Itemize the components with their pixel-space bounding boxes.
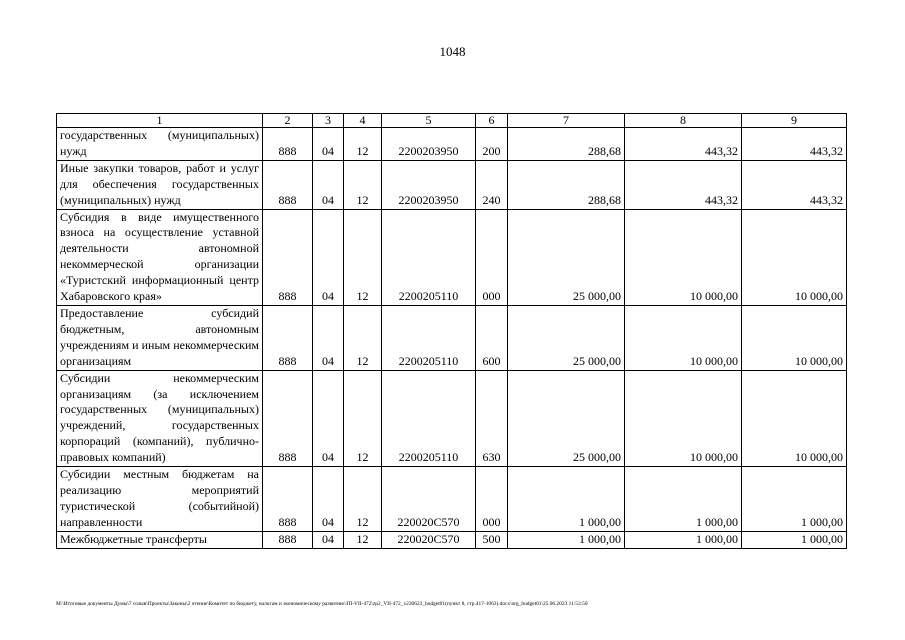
row-name: Субсидия в виде имущественного взноса на осуществление уставной деятельности автономной некоммерческой организации «Туристский информационный центр Хабаровского края» xyxy=(57,209,263,305)
cell-target-article: 220020С570 xyxy=(382,531,476,548)
cell-amount: 443,32 xyxy=(742,160,847,209)
cell-amount: 25 000,00 xyxy=(508,209,625,305)
table-row xyxy=(57,128,847,161)
cell-subsection: 12 xyxy=(344,370,382,466)
cell-code: 888 xyxy=(263,160,313,209)
cell-target-article: 2200205110 xyxy=(382,209,476,305)
cell-subsection: 12 xyxy=(344,531,382,548)
cell-subsection: 12 xyxy=(344,209,382,305)
cell-amount: 1 000,00 xyxy=(508,531,625,548)
column-header: 3 xyxy=(313,114,344,128)
cell-amount: 1 000,00 xyxy=(742,467,847,532)
budget-table xyxy=(56,113,847,549)
cell-amount: 10 000,00 xyxy=(625,209,742,305)
cell-subsection: 12 xyxy=(344,305,382,370)
cell-amount: 1 000,00 xyxy=(625,467,742,532)
cell-target-article: 2200203950 xyxy=(382,128,476,161)
column-header: 2 xyxy=(263,114,313,128)
cell-target-article: 2200205110 xyxy=(382,305,476,370)
row-name: Субсидии некоммерческим организациям (за исключением государственных (муниципальных) учреждений, государственных корпораций (компаний), публично-правовых компаний) xyxy=(57,370,263,466)
cell-target-article: 220020С570 xyxy=(382,467,476,532)
cell-code: 888 xyxy=(263,305,313,370)
cell-code: 888 xyxy=(263,128,313,161)
cell-section: 04 xyxy=(313,467,344,532)
cell-expense-type: 630 xyxy=(476,370,508,466)
cell-section: 04 xyxy=(313,209,344,305)
column-header: 6 xyxy=(476,114,508,128)
page-number: 1048 xyxy=(439,44,466,59)
cell-amount: 10 000,00 xyxy=(625,305,742,370)
cell-amount: 10 000,00 xyxy=(742,370,847,466)
cell-section: 04 xyxy=(313,531,344,548)
cell-expense-type: 000 xyxy=(476,209,508,305)
cell-amount: 443,32 xyxy=(742,128,847,161)
cell-subsection: 12 xyxy=(344,160,382,209)
cell-amount: 443,32 xyxy=(625,160,742,209)
cell-amount: 10 000,00 xyxy=(742,209,847,305)
cell-code: 888 xyxy=(263,209,313,305)
cell-code: 888 xyxy=(263,531,313,548)
cell-expense-type: 240 xyxy=(476,160,508,209)
row-name: государственных (муниципальных) нужд xyxy=(57,128,263,161)
cell-amount: 25 000,00 xyxy=(508,370,625,466)
file-path-footer: M:\Итоговые документы Думы\7 созыв\Проекты\Законы\2 чтение\Комитет по бюджету, налогам и экономическому развитию\ЗП-VII-472\zp2_VII-472_v230623_budget01(пункт 8, стр.417-1063).docx\org_budget01\25.06.2023 11:53:50 xyxy=(56,601,588,607)
column-header: 8 xyxy=(625,114,742,128)
cell-expense-type: 000 xyxy=(476,467,508,532)
cell-amount: 288,68 xyxy=(508,128,625,161)
table-row xyxy=(57,160,847,209)
cell-expense-type: 500 xyxy=(476,531,508,548)
cell-section: 04 xyxy=(313,128,344,161)
table-row xyxy=(57,467,847,532)
cell-expense-type: 600 xyxy=(476,305,508,370)
cell-amount: 1 000,00 xyxy=(508,467,625,532)
cell-target-article: 2200203950 xyxy=(382,160,476,209)
cell-amount: 25 000,00 xyxy=(508,305,625,370)
table-row xyxy=(57,209,847,305)
table-row xyxy=(57,305,847,370)
cell-amount: 288,68 xyxy=(508,160,625,209)
cell-subsection: 12 xyxy=(344,467,382,532)
cell-amount: 1 000,00 xyxy=(742,531,847,548)
column-header: 5 xyxy=(382,114,476,128)
table-row xyxy=(57,531,847,548)
cell-code: 888 xyxy=(263,370,313,466)
cell-target-article: 2200205110 xyxy=(382,370,476,466)
column-header: 7 xyxy=(508,114,625,128)
row-name: Межбюджетные трансферты xyxy=(57,531,263,548)
cell-section: 04 xyxy=(313,305,344,370)
cell-subsection: 12 xyxy=(344,128,382,161)
row-name: Предоставление субсидий бюджетным, автономным учреждениям и иным некоммерческим организациям xyxy=(57,305,263,370)
column-header: 4 xyxy=(344,114,382,128)
cell-amount: 10 000,00 xyxy=(742,305,847,370)
row-name: Субсидии местным бюджетам на реализацию мероприятий туристической (событийной) направленности xyxy=(57,467,263,532)
cell-amount: 443,32 xyxy=(625,128,742,161)
cell-code: 888 xyxy=(263,467,313,532)
column-header: 1 xyxy=(57,114,263,128)
cell-amount: 10 000,00 xyxy=(625,370,742,466)
row-name: Иные закупки товаров, работ и услуг для обеспечения государственных (муниципальных) нужд xyxy=(57,160,263,209)
cell-expense-type: 200 xyxy=(476,128,508,161)
cell-section: 04 xyxy=(313,370,344,466)
column-header: 9 xyxy=(742,114,847,128)
cell-amount: 1 000,00 xyxy=(625,531,742,548)
cell-section: 04 xyxy=(313,160,344,209)
table-header-row xyxy=(57,114,847,128)
table-row xyxy=(57,370,847,466)
